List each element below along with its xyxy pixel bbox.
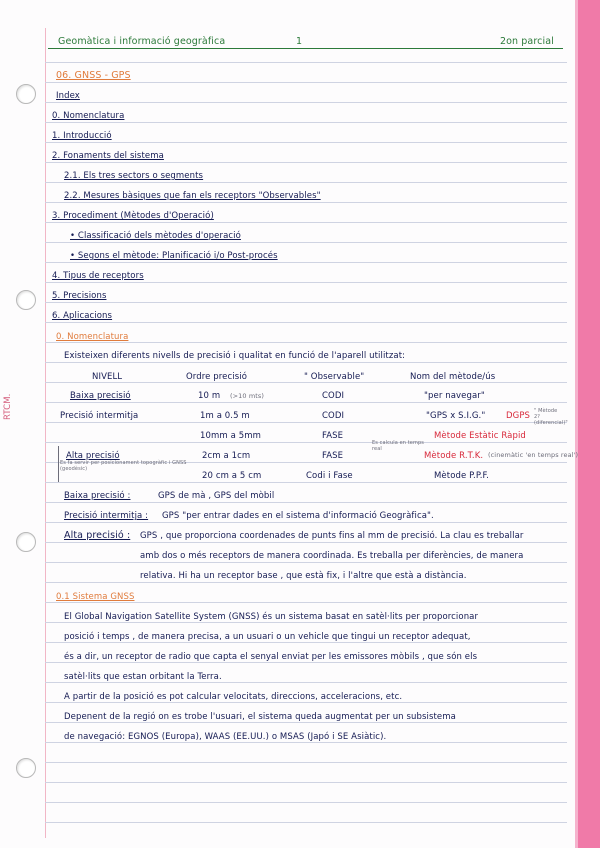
ruled-line	[45, 242, 567, 243]
paragraph-line: és a dir, un receptor de radio que capta el senyal enviat per les emissores mòbils , que són els	[64, 652, 478, 662]
ruled-line	[45, 422, 567, 423]
side-bracket	[58, 446, 59, 482]
ruled-line	[45, 802, 567, 803]
page-title: 06. GNSS - GPS	[56, 70, 131, 81]
ruled-line	[45, 62, 567, 63]
row-ordre: 10mm a 5mm	[200, 431, 261, 441]
ruled-line	[45, 142, 567, 143]
paragraph-line: Depenent de la regió on es trobe l'usuari, el sistema queda augmentat per un subsistema	[64, 712, 456, 722]
index-item: 0. Nomenclatura	[52, 111, 125, 121]
def-text: GPS "per entrar dades en el sistema d'informació Geogràfica".	[162, 511, 434, 521]
ruled-line	[45, 502, 567, 503]
ruled-line	[45, 482, 567, 483]
punch-hole	[16, 532, 36, 552]
index-item: • Classificació dels mètodes d'operació	[70, 231, 241, 241]
index-item: 1. Introducció	[52, 131, 112, 141]
page-edge-stripe	[578, 0, 600, 848]
header-subject: Geomàtica i informació geogràfica	[58, 36, 226, 47]
row-observable-note: Es calcula en temps real	[372, 440, 424, 452]
ruled-line	[45, 262, 567, 263]
row-ordre-note: (>10 mts)	[230, 392, 265, 400]
row-metode: Mètode R.T.K.	[424, 451, 484, 461]
ruled-line	[45, 82, 567, 83]
def-label: Baixa precisió :	[64, 491, 131, 501]
col-header-observable: " Observable"	[304, 372, 365, 382]
col-header-metode: Nom del mètode/ús	[410, 372, 496, 382]
index-item: 3. Procediment (Mètodes d'Operació)	[52, 211, 214, 221]
side-note: Es fa servir per posicionament topogràfic i GNSS (geodèsic)	[60, 460, 187, 472]
row-metode: "GPS x S.I.G."	[426, 411, 486, 421]
index-item: 2.2. Mesures bàsiques que fan els receptors "Observables"	[64, 191, 321, 201]
ruled-line	[45, 302, 567, 303]
row-nivell: Alta precisió	[66, 451, 120, 461]
index-item: 4. Tipus de receptors	[52, 271, 144, 281]
row-observable: CODI	[322, 411, 345, 421]
row-ordre: 10 m	[198, 391, 221, 401]
row-ordre: 20 cm a 5 cm	[202, 471, 262, 481]
row-metode: Mètode Estàtic Ràpid	[434, 431, 526, 441]
row-ordre: 1m a 0.5 m	[200, 411, 250, 421]
ruled-line	[45, 782, 567, 783]
margin-line	[45, 28, 46, 838]
ruled-line	[45, 582, 567, 583]
punch-hole	[16, 84, 36, 104]
def-text: GPS , que proporciona coordenades de punts fins al mm de precisió. La clau es treballar	[140, 531, 524, 541]
paragraph-line: A partir de la posició es pot calcular velocitats, direccions, acceleracions, etc.	[64, 692, 403, 702]
ruled-line	[45, 442, 567, 443]
row-ordre: 2cm a 1cm	[202, 451, 251, 461]
ruled-line	[45, 522, 567, 523]
ruled-line	[45, 122, 567, 123]
ruled-line	[45, 362, 567, 363]
row-observable: Codi i Fase	[306, 471, 353, 481]
col-header-ordre: Ordre precisió	[186, 372, 248, 382]
ruled-line	[45, 822, 567, 823]
ruled-line	[45, 222, 567, 223]
nomenclatura-intro: Existeixen diferents nivells de precisió i qualitat en funció de l'aparell utilitzat:	[64, 351, 406, 361]
def-text: GPS de mà , GPS del mòbil	[158, 491, 275, 501]
page-edge-shadow	[575, 0, 578, 848]
ruled-line	[45, 202, 567, 203]
row-metode: "per navegar"	[424, 391, 485, 401]
row-nivell: Baixa precisió	[70, 391, 131, 401]
section-heading-sistema: 0.1 Sistema GNSS	[56, 592, 135, 602]
index-heading: Index	[56, 91, 80, 101]
index-item: • Segons el mètode: Planificació i/o Post-procés	[70, 251, 278, 261]
ruled-line	[45, 562, 567, 563]
ruled-line	[45, 182, 567, 183]
ruled-line	[45, 162, 567, 163]
ruled-line	[45, 542, 567, 543]
ruled-line	[45, 102, 567, 103]
paragraph-line: satèl·lits que estan orbitant la Terra.	[64, 672, 222, 682]
index-item: 2.1. Els tres sectors o segments	[64, 171, 204, 181]
index-item: 5. Precisions	[52, 291, 107, 301]
section-heading-nomenclatura: 0. Nomenclatura	[56, 332, 129, 342]
index-item: 6. Aplicacions	[52, 311, 113, 321]
paragraph-line: El Global Navigation Satellite System (GNSS) és un sistema basat en satèl·lits per proporcionar	[64, 612, 479, 622]
index-item: 2. Fonaments del sistema	[52, 151, 164, 161]
row-observable: CODI	[322, 391, 345, 401]
row-extra-note: " Mètode 2? (diferencial)"	[534, 408, 568, 426]
col-header-nivell: NIVELL	[92, 372, 123, 382]
def-text: relativa. Hi ha un receptor base , que està fix, i l'altre que està a distància.	[140, 571, 467, 581]
def-text: amb dos o més receptors de manera coordinada. Es treballa per diferències, de manera	[140, 551, 524, 561]
row-metode-note: (cinemàtic 'en temps real')	[488, 451, 579, 459]
def-label: Precisió intermitja :	[64, 511, 149, 521]
row-metode: Mètode P.P.F.	[434, 471, 489, 481]
ruled-line	[45, 402, 567, 403]
row-nivell: Precisió intermitja	[60, 411, 139, 421]
row-metode-extra: DGPS	[506, 411, 531, 421]
margin-note: RTCM.	[3, 393, 13, 420]
ruled-line	[45, 762, 567, 763]
header-page-number: 1	[296, 36, 303, 47]
punch-hole	[16, 290, 36, 310]
header-term: 2on parcial	[500, 36, 554, 47]
row-observable: FASE	[322, 431, 344, 441]
paragraph-line: posició i temps , de manera precisa, a un usuari o un vehicle que tingui un receptor adequat,	[64, 632, 471, 642]
ruled-line	[45, 322, 567, 323]
ruled-line	[45, 282, 567, 283]
row-observable: FASE	[322, 451, 344, 461]
def-label: Alta precisió :	[64, 530, 131, 541]
punch-hole	[16, 758, 36, 778]
paragraph-line: de navegació: EGNOS (Europa), WAAS (EE.UU.) o MSAS (Japó i SE Asiàtic).	[64, 732, 387, 742]
